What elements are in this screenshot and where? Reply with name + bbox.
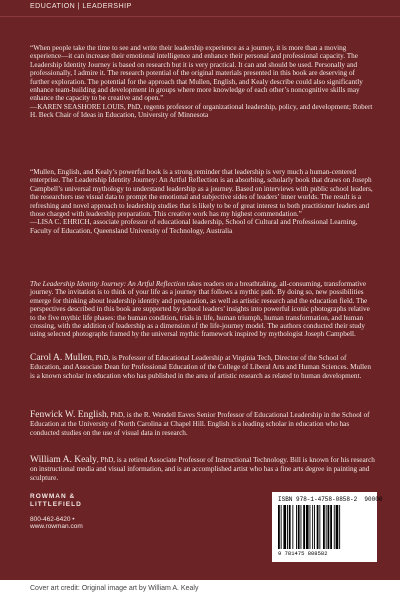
description-text: takes readers on a breathtaking, all-consuming, transformative journey. The invitation is to think of your life as a journey that follows a mythic path. By doing so, new possibilities emerge for thinking about leadership identity and preparation, as well as artistic research and the education field. The perspectives described in this book are supported by school leaders’ insights into powerful iconic photographs relative to the five mythic life phases: the human condition, trials in life, human triumph, human transformation, and human crossing, with the addition of leadership as a dimension of the life-journey model. The authors conducted their study using selected photographs framed by the universal mythic framework inspired by mythologist Joseph Campbell. (30, 280, 370, 339)
price-code: 90000 (364, 496, 383, 503)
author-name-1: Carol A. Mullen (30, 353, 93, 363)
quote-1-attribution: —KAREN SEASHORE LOUIS, PhD, regents professor of organizational leadership, policy, and development; Robert H. Beck Chair of Ideas in Education, University of Minnesota (30, 102, 373, 120)
quote-1 (30, 44, 375, 120)
publisher-contact: 800-462-6420 • www.rowman.com (30, 516, 83, 530)
publisher-logo (30, 493, 120, 508)
author-bio-text-3: , PhD, is a retired Associate Professor of Instructional Technology. Bill is known for his research on instructional media and visual information, and is an accomplished artist who has a fine arts degree in painting and sculpture. (30, 456, 375, 482)
barcode-digits: 9 781475 808582 (278, 550, 328, 557)
barcode-icon (278, 505, 370, 549)
quote-1-text: “When people take the time to see and write their leadership experience as a journey, it is more than a moving experience—it can increase their emotional intelligence and enhance their personal and professional capacity. The Leadership Identity Journey is based on research but it is very practical. It can and should be used. Personally and professionally, I admire it. The research potential of the original materials presented in this book are deserving of further exploration. The potential for the approach that Mullen, English, and Kealy describe could also significantly enhance team-building and development in groups where more knowledge of each other’s noncognitive skills may enhance the capacity to be creative and open.” (30, 44, 363, 103)
book-title: The Leadership Identity Journey: An Artful Reflection (30, 280, 186, 288)
cover-art-credit: Cover art credit: Original image art by William A. Kealy (30, 585, 199, 592)
isbn-line (278, 496, 382, 503)
publisher-block (30, 493, 120, 530)
quote-2-text: “Mullen, English, and Kealy’s powerful book is a strong reminder that leadership is very much a human-centered enterprise. The Leadership Identity Journey: An Artful Reflection is an absorbing, scholarly book that draws on Joseph Campbell’s universal mythology to understand leadership as a journey. Based on interviews with public school leaders, the researchers use visual data to prompt the emotional and subjective sides of leaders’ inner worlds. The result is a refreshing and novel approach to leadership studies that is likely to be of great interest to both practitioner leaders and those charged with leadership preparation. This creative work has my highest commendation.” (30, 168, 373, 219)
isbn-number: ISBN 978-1-4758-0858-2 (278, 496, 358, 503)
barcode-box (272, 492, 383, 562)
category-bar (0, 0, 400, 17)
publisher-logo-line2: LITTLEFIELD (30, 500, 82, 508)
category-label: EDUCATION | LEADERSHIP (30, 3, 132, 10)
author-bio-text-2: , PhD, is the R. Wendell Eaves Senior Professor of Educational Leadership in the School of Education at the University of North Carolina at Chapel Hill. English is a leading scholar in education who has conducted studies on the use of visual data in research. (30, 411, 370, 437)
quote-2 (30, 168, 375, 235)
author-name-3: William A. Kealy (30, 455, 97, 465)
author-bio-2 (30, 411, 375, 438)
book-description (30, 280, 375, 339)
author-bio-text-1: , PhD, is Professor of Educational Leadership at Virginia Tech, Director of the School of Education, and Associate Dean for Professional Education of the College of Liberal Arts and Human Sciences. Mullen is a known scholar in education who has published in the area of artistic research as related to human development. (30, 354, 371, 380)
author-bio-1 (30, 354, 375, 381)
author-name-2: Fenwick W. English (30, 410, 107, 420)
quote-2-attribution: —LISA C. EHRICH, associate professor of educational leadership, School of Cultural and Professional Learning, Faculty of Education, Queensland University of Technology, Australia (30, 218, 358, 235)
publisher-logo-line1: ROWMAN & (30, 493, 76, 500)
author-bio-3 (30, 456, 375, 483)
